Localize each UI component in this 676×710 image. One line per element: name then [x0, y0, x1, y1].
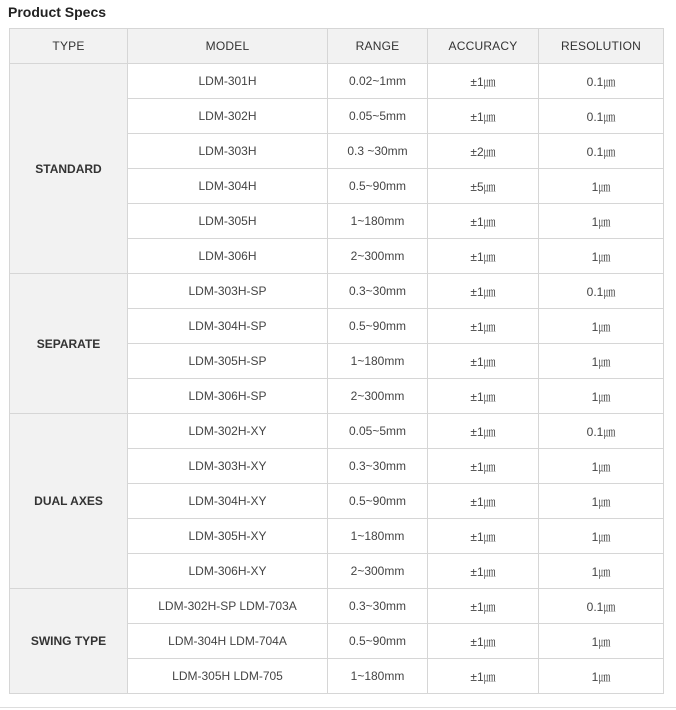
- product-specs-table: [9, 28, 664, 694]
- range-cell: 0.05~5mm: [328, 414, 428, 449]
- accuracy-cell: ±1㎛: [428, 624, 539, 659]
- accuracy-cell: ±1㎛: [428, 484, 539, 519]
- resolution-cell: 1㎛: [539, 204, 664, 239]
- model-cell: LDM-301H: [128, 64, 328, 99]
- range-cell: 0.02~1mm: [328, 64, 428, 99]
- model-cell: LDM-303H-XY: [128, 449, 328, 484]
- model-cell: LDM-302H: [128, 99, 328, 134]
- model-cell: LDM-305H: [128, 204, 328, 239]
- model-cell: LDM-305H-XY: [128, 519, 328, 554]
- accuracy-cell: ±1㎛: [428, 379, 539, 414]
- resolution-cell: 1㎛: [539, 344, 664, 379]
- range-cell: 2~300mm: [328, 554, 428, 589]
- range-cell: 1~180mm: [328, 204, 428, 239]
- type-cell: SEPARATE: [10, 274, 128, 414]
- resolution-cell: 0.1㎛: [539, 134, 664, 169]
- range-cell: 0.5~90mm: [328, 484, 428, 519]
- resolution-cell: 1㎛: [539, 554, 664, 589]
- bottom-divider: [0, 707, 676, 708]
- table-row: [10, 64, 664, 99]
- range-cell: 0.5~90mm: [328, 624, 428, 659]
- range-cell: 2~300mm: [328, 239, 428, 274]
- header-row: [10, 29, 664, 64]
- model-cell: LDM-306H: [128, 239, 328, 274]
- resolution-cell: 0.1㎛: [539, 64, 664, 99]
- range-cell: 2~300mm: [328, 379, 428, 414]
- range-cell: 1~180mm: [328, 344, 428, 379]
- resolution-cell: 1㎛: [539, 309, 664, 344]
- resolution-cell: 1㎛: [539, 484, 664, 519]
- model-cell: LDM-305H-SP: [128, 344, 328, 379]
- accuracy-cell: ±1㎛: [428, 239, 539, 274]
- resolution-cell: 1㎛: [539, 659, 664, 694]
- accuracy-cell: ±1㎛: [428, 99, 539, 134]
- resolution-cell: 1㎛: [539, 519, 664, 554]
- range-cell: 1~180mm: [328, 519, 428, 554]
- model-cell: LDM-304H LDM-704A: [128, 624, 328, 659]
- model-cell: LDM-305H LDM-705: [128, 659, 328, 694]
- header-resolution: RESOLUTION: [539, 29, 664, 64]
- accuracy-cell: ±1㎛: [428, 204, 539, 239]
- accuracy-cell: ±1㎛: [428, 659, 539, 694]
- range-cell: 0.5~90mm: [328, 309, 428, 344]
- model-cell: LDM-306H-SP: [128, 379, 328, 414]
- header-model: MODEL: [128, 29, 328, 64]
- model-cell: LDM-303H-SP: [128, 274, 328, 309]
- model-cell: LDM-304H-XY: [128, 484, 328, 519]
- range-cell: 0.3~30mm: [328, 274, 428, 309]
- accuracy-cell: ±2㎛: [428, 134, 539, 169]
- model-cell: LDM-306H-XY: [128, 554, 328, 589]
- resolution-cell: 0.1㎛: [539, 414, 664, 449]
- header-range: RANGE: [328, 29, 428, 64]
- resolution-cell: 0.1㎛: [539, 99, 664, 134]
- accuracy-cell: ±5㎛: [428, 169, 539, 204]
- range-cell: 0.05~5mm: [328, 99, 428, 134]
- range-cell: 0.3~30mm: [328, 589, 428, 624]
- accuracy-cell: ±1㎛: [428, 64, 539, 99]
- accuracy-cell: ±1㎛: [428, 414, 539, 449]
- table-header: [10, 29, 664, 64]
- table-row: [10, 274, 664, 309]
- model-cell: LDM-302H-XY: [128, 414, 328, 449]
- range-cell: 0.3 ~30mm: [328, 134, 428, 169]
- type-cell: DUAL AXES: [10, 414, 128, 589]
- range-cell: 1~180mm: [328, 659, 428, 694]
- header-type: TYPE: [10, 29, 128, 64]
- accuracy-cell: ±1㎛: [428, 554, 539, 589]
- type-cell: SWING TYPE: [10, 589, 128, 694]
- model-cell: LDM-303H: [128, 134, 328, 169]
- table-row: [10, 589, 664, 624]
- table-row: [10, 414, 664, 449]
- accuracy-cell: ±1㎛: [428, 274, 539, 309]
- resolution-cell: 1㎛: [539, 169, 664, 204]
- resolution-cell: 1㎛: [539, 239, 664, 274]
- resolution-cell: 1㎛: [539, 624, 664, 659]
- table-body: [10, 64, 664, 694]
- page-title: Product Specs: [8, 4, 107, 20]
- resolution-cell: 0.1㎛: [539, 589, 664, 624]
- model-cell: LDM-304H-SP: [128, 309, 328, 344]
- model-cell: LDM-302H-SP LDM-703A: [128, 589, 328, 624]
- range-cell: 0.3~30mm: [328, 449, 428, 484]
- range-cell: 0.5~90mm: [328, 169, 428, 204]
- type-cell: STANDARD: [10, 64, 128, 274]
- accuracy-cell: ±1㎛: [428, 589, 539, 624]
- resolution-cell: 0.1㎛: [539, 274, 664, 309]
- accuracy-cell: ±1㎛: [428, 519, 539, 554]
- accuracy-cell: ±1㎛: [428, 449, 539, 484]
- accuracy-cell: ±1㎛: [428, 344, 539, 379]
- accuracy-cell: ±1㎛: [428, 309, 539, 344]
- resolution-cell: 1㎛: [539, 379, 664, 414]
- resolution-cell: 1㎛: [539, 449, 664, 484]
- model-cell: LDM-304H: [128, 169, 328, 204]
- header-accuracy: ACCURACY: [428, 29, 539, 64]
